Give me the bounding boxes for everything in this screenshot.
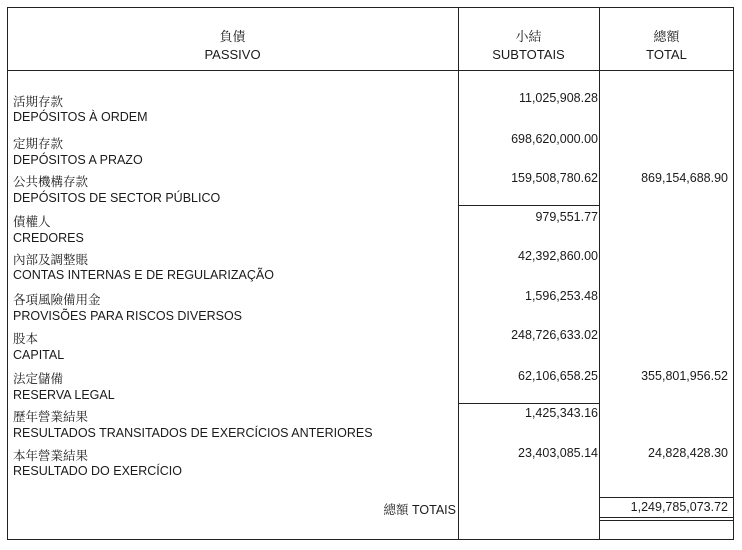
header-subtotais	[458, 28, 599, 64]
row-label-zh: 法定儲備	[13, 372, 64, 386]
row-subtotal: 698,620,000.00	[511, 132, 598, 146]
column-divider-total	[599, 7, 600, 540]
subtotal-rule-1	[458, 205, 599, 206]
row-label-zh: 本年營業結果	[13, 449, 89, 463]
row-label-zh: 公共機構存款	[13, 175, 89, 189]
row-subtotal: 159,508,780.62	[511, 171, 598, 185]
row-subtotal: 979,551.77	[535, 210, 598, 224]
row-label-zh: 歷年營業結果	[13, 410, 89, 424]
row-subtotal: 42,392,860.00	[518, 249, 598, 263]
totals-label: 總額 TOTAIS	[383, 503, 456, 517]
header-passivo	[7, 28, 458, 64]
row-subtotal: 1,596,253.48	[525, 289, 598, 303]
grand-total-value: 1,249,785,073.72	[630, 500, 728, 514]
row-label-pt: PROVISÕES PARA RISCOS DIVERSOS	[13, 309, 242, 323]
header-divider	[7, 70, 734, 71]
row-total: 869,154,688.90	[641, 171, 728, 185]
row-label-pt: RESULTADO DO EXERCÍCIO	[13, 464, 183, 478]
row-label-pt: CREDORES	[13, 231, 84, 245]
row-label-zh: 債權人	[13, 215, 51, 229]
row-label-zh: 活期存款	[13, 95, 64, 109]
row-label-pt: DEPÓSITOS DE SECTOR PÚBLICO	[13, 191, 221, 205]
row-subtotal: 23,403,085.14	[518, 446, 598, 460]
row-label-pt: DEPÓSITOS A PRAZO	[13, 153, 143, 167]
total-rule-double-2	[599, 520, 734, 521]
row-label-pt: CONTAS INTERNAS E DE REGULARIZAÇÃO	[13, 268, 274, 282]
header-total	[599, 28, 734, 64]
row-label-pt: RESULTADOS TRANSITADOS DE EXERCÍCIOS ANTERIORES	[13, 426, 373, 440]
row-label-pt: RESERVA LEGAL	[13, 388, 115, 402]
row-label-zh: 股本	[13, 332, 39, 346]
row-subtotal: 11,025,908.28	[518, 91, 598, 105]
row-total: 24,828,428.30	[648, 446, 728, 460]
total-rule-top	[599, 497, 734, 498]
row-label-pt: DEPÓSITOS À ORDEM	[13, 110, 148, 124]
subtotal-rule-2	[458, 403, 599, 404]
row-label-pt: CAPITAL	[13, 348, 65, 362]
row-subtotal: 62,106,658.25	[518, 369, 598, 383]
row-label-zh: 內部及調整賬	[13, 253, 89, 267]
row-total: 355,801,956.52	[641, 369, 728, 383]
row-label-zh: 各項風險備用金	[13, 293, 101, 307]
row-subtotal: 1,425,343.16	[525, 406, 598, 420]
row-subtotal: 248,726,633.02	[511, 328, 598, 342]
header-passivo-zh: 負債	[219, 29, 246, 44]
row-label-zh: 定期存款	[13, 137, 64, 151]
header-total-zh: 總額	[653, 29, 680, 44]
header-subtotais-zh: 小結	[515, 29, 542, 44]
header-total-pt: TOTAL	[646, 47, 687, 62]
header-passivo-pt: PASSIVO	[204, 47, 261, 62]
total-rule-double-1	[599, 517, 734, 518]
header-subtotais-pt: SUBTOTAIS	[492, 47, 565, 62]
column-divider-subtotal	[458, 7, 459, 540]
